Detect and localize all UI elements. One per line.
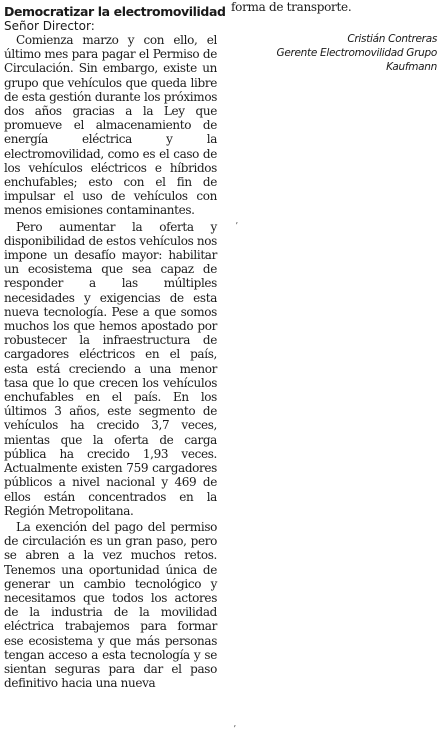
letter-right-column bbox=[231, 0, 439, 74]
signature-title-line-1: Gerente Electromovilidad Grupo bbox=[276, 47, 437, 59]
letter-paragraph-2: Pero aumentar la oferta y disponibilidad de estos vehículos nos impone un desafío mayor: habilitar un ecosistema que sea capaz de responder a las múltiples necesidades y exigencias de esta nueva tecnología. Pese a que somos muchos los que hemos apostado por robustecer la infraestructura de cargadores eléctricos en el país, esta está creciendo a una menor tasa que lo que crecen los vehículos enchufables en el país. En los últimos 3 años, este segmento de vehículos ha crecido 3,7 veces, mientas que la oferta de carga pública ha crecido 1,93 veces. Actualmente existen 759 cargadores públicos a nivel nacional y 469 de ellos están concentrados en la Región Metropolitana. bbox=[4, 219, 217, 518]
signature-title-line-2: Kaufmann bbox=[386, 61, 437, 73]
signature-name: Cristián Contreras bbox=[347, 33, 437, 45]
print-speck: ʼ bbox=[235, 222, 238, 232]
letter-paragraph-3: La exención del pago del permiso de circulación es un gran paso, pero se abren a la vez muchos retos. Tenemos una oportunidad única de generar un cambio tecnológico y necesitamos que todos los actores de la industria de la movilidad eléctrica trabajemos para formar ese ecosistema y que más personas tengan acceso a esta tecnología y se sientan seguras para dar el paso definitivo hacia una nueva bbox=[4, 519, 217, 691]
letter-headline: Democratizar la electromovilidad bbox=[4, 4, 226, 19]
print-speck: ʼ bbox=[233, 725, 236, 735]
letter-salutation: Señor Director: bbox=[4, 19, 95, 33]
letter-paragraph-1: Comienza marzo y con ello, el último mes para pagar el Permiso de Circulación. Sin embargo, existe un grupo que vehículos que queda libre de esta gestión durante los próximos dos años gracias a la Ley que promueve el almacenamiento de energía eléctrica y la electromovilidad, como es el caso de los vehículos eléctricos e híbridos enchufables; esto con el fin de impulsar el uso de vehículos con menos emisiones contaminantes. bbox=[4, 33, 217, 218]
letter-left-column bbox=[4, 4, 226, 691]
letter-signature bbox=[231, 32, 439, 74]
letter-continuation: forma de transporte. bbox=[231, 0, 352, 14]
